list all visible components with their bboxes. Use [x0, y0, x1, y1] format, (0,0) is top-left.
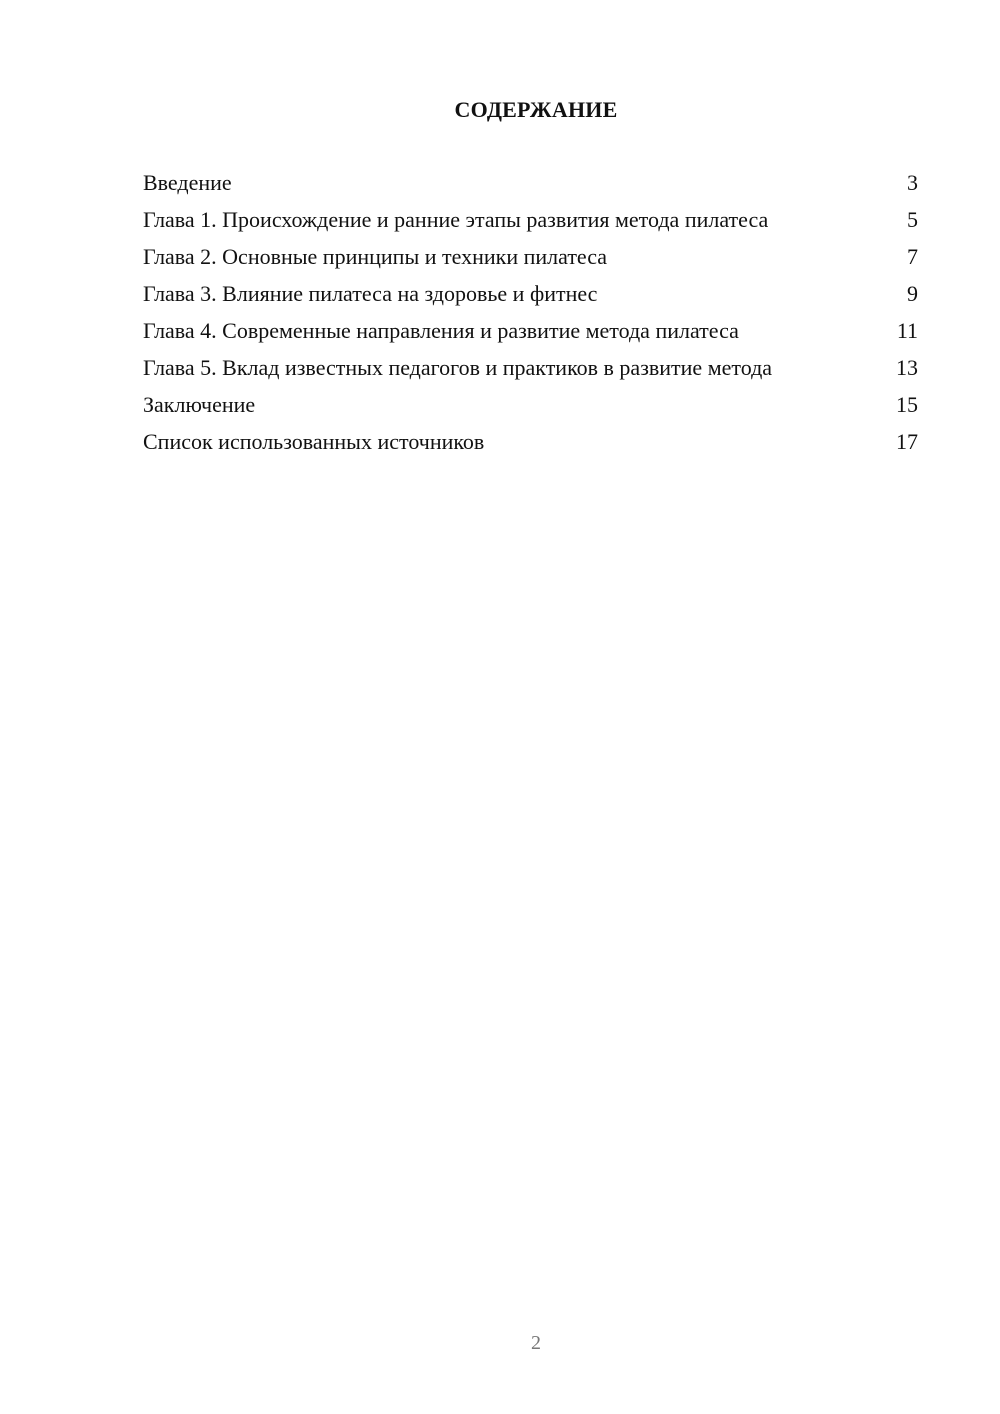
toc-entry-label: Глава 4. Современные направления и развитие метода пилатеса	[143, 318, 739, 343]
toc-entry-page: 17	[896, 429, 918, 454]
page-title: СОДЕРЖАНИЕ	[454, 97, 618, 122]
toc-entry-page: 5	[907, 207, 918, 232]
toc-entry-chapter-1[interactable]	[143, 207, 918, 233]
toc-entry-page: 9	[907, 281, 918, 306]
toc-entry-references[interactable]	[143, 429, 918, 455]
toc-entry-label: Глава 1. Происхождение и ранние этапы развития метода пилатеса	[143, 207, 769, 232]
toc-entry-label: Заключение	[143, 392, 256, 417]
toc-entry-page: 15	[896, 392, 918, 417]
toc-entry-label: Глава 5. Вклад известных педагогов и практиков в развитие метода	[143, 355, 773, 380]
toc-entry-label: Глава 3. Влияние пилатеса на здоровье и фитнес	[143, 281, 598, 306]
toc-entry-conclusion[interactable]	[143, 392, 918, 418]
page-number: 2	[531, 1332, 541, 1354]
toc-entry-label: Глава 2. Основные принципы и техники пилатеса	[143, 244, 608, 269]
toc-entry-chapter-3[interactable]	[143, 281, 918, 307]
toc-entry-label: Введение	[143, 170, 232, 195]
toc-entry-label: Список использованных источников	[143, 429, 485, 454]
toc-entry-page: 11	[896, 318, 918, 343]
toc-entry-page: 7	[907, 244, 918, 269]
toc-entry-chapter-2[interactable]	[143, 244, 918, 270]
toc-entry-page: 13	[896, 355, 918, 380]
table-of-contents	[143, 170, 918, 466]
toc-entry-chapter-5[interactable]	[143, 355, 918, 381]
toc-entry-chapter-4[interactable]	[143, 318, 918, 344]
toc-entry-page: 3	[907, 170, 918, 195]
toc-entry-introduction[interactable]	[143, 170, 918, 196]
